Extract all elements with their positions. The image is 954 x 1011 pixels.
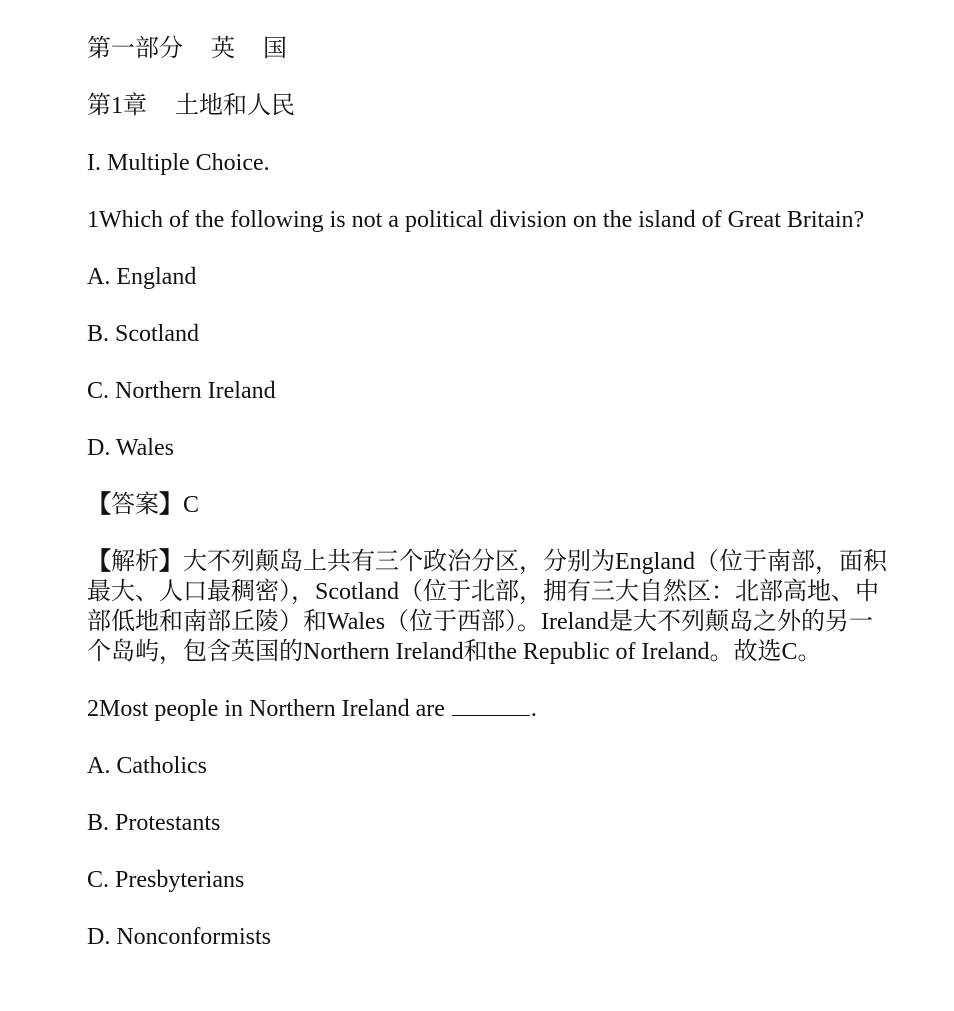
q1-option-b: B. Scotland: [87, 321, 199, 347]
q2-option-d: D. Nonconformists: [87, 924, 271, 950]
part-title: [87, 34, 887, 64]
q2-option-c: C. Presbyterians: [87, 867, 245, 893]
question-1-number: 1: [87, 207, 99, 233]
q1-analysis-text: 大不列颠岛上共有三个政治分区，分别为England（位于南部，面积最大、人口最稠密），Scotland（位于北部，拥有三大自然区：北部高地、中部低地和南部丘陵）和Wales（位于西部）。Ireland是大不列颠岛之外的另一个岛屿，包含英国的Northern Ireland和the Republic of Ireland。故选C。: [87, 549, 887, 665]
part-country-2: 国: [263, 36, 287, 62]
q1-answer-label: 答案: [111, 492, 159, 518]
chapter-name: 土地和人民: [175, 93, 295, 119]
q1-analysis-label: 解析: [111, 549, 159, 575]
question-2-end: .: [530, 696, 537, 722]
section-heading: I. Multiple Choice.: [87, 150, 270, 176]
question-1: [87, 205, 887, 235]
chapter-title: [87, 91, 887, 121]
chapter-number: 第1章: [87, 93, 147, 119]
q1-option-c: C. Northern Ireland: [87, 378, 276, 404]
part-country-1: 英: [211, 36, 235, 62]
q1-option-a: A. England: [87, 264, 197, 290]
question-2: [87, 694, 887, 724]
document-page: [87, 34, 887, 979]
q1-analysis: 【解析】大不列颠岛上共有三个政治分区，分别为England（位于南部，面积最大、人口最稠密），Scotland（位于北部，拥有三大自然区：北部高地、中部低地和南部丘陵）和Wales（位于西部）。Ireland是大不列颠岛之外的另一个岛屿，包含英国的Northern Ireland和the Republic of Ireland。故选C。: [87, 549, 887, 665]
question-1-text: Which of the following is not a political division on the island of Great Britain?: [99, 207, 865, 233]
answer-blank: [452, 695, 530, 716]
q1-answer-value: C: [183, 492, 200, 518]
q1-answer: 【答案】C: [87, 492, 200, 518]
question-2-text: Most people in Northern Ireland are: [99, 696, 451, 722]
question-2-number: 2: [87, 696, 99, 722]
q2-option-a: A. Catholics: [87, 753, 207, 779]
part-label: 第一部分: [87, 36, 183, 62]
q2-option-b: B. Protestants: [87, 810, 221, 836]
q1-option-d: D. Wales: [87, 435, 174, 461]
